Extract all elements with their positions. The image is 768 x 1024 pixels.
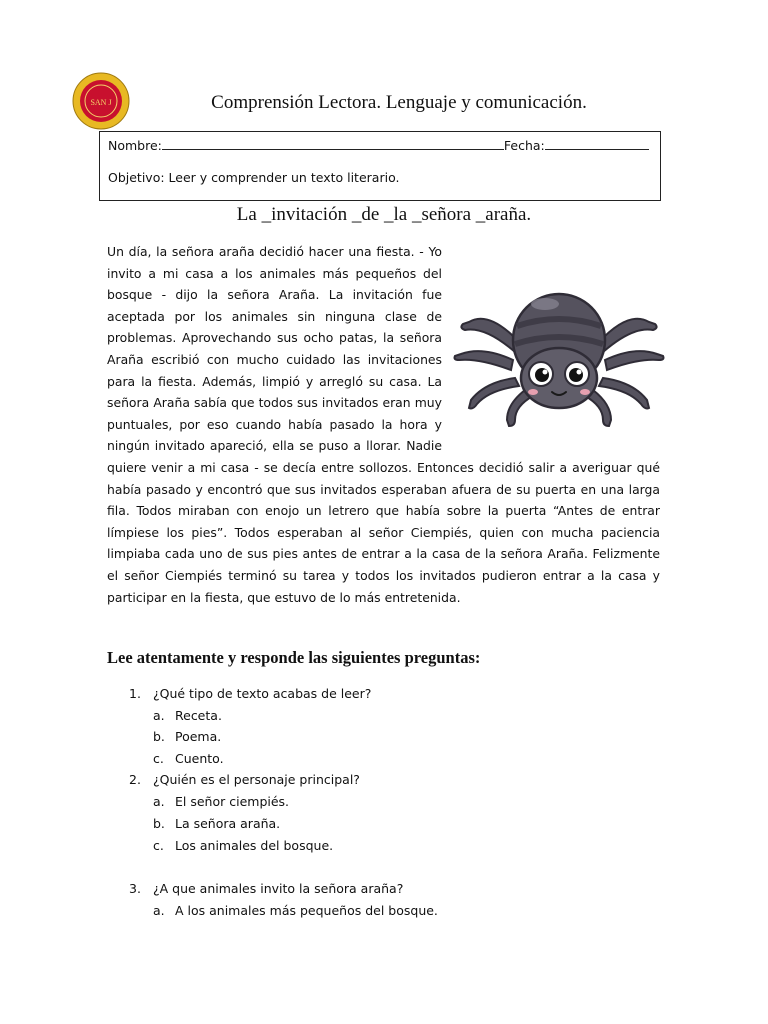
option-letter: c. [153,751,164,766]
question-text: ¿Qué tipo de texto acabas de leer? [153,686,372,701]
option-1c[interactable] [153,751,224,766]
question-text: ¿Quién es el personaje principal? [153,772,360,787]
option-letter: a. [153,794,165,809]
spider-illustration [449,282,669,430]
question-number: 1. [129,686,141,701]
objective-label: Objetivo: [108,170,165,185]
name-date-row [108,137,649,153]
question-3 [129,881,403,896]
question-number: 2. [129,772,141,787]
option-letter: a. [153,708,165,723]
option-letter: a. [153,903,165,918]
date-field[interactable] [545,137,649,150]
name-label: Nombre: [108,138,162,153]
option-letter: c. [153,838,164,853]
option-2a[interactable] [153,794,289,809]
logo-text: SAN J [90,98,112,107]
option-text: Poema. [175,729,222,744]
option-3a[interactable] [153,903,438,918]
option-text: La señora araña. [175,816,281,831]
question-number: 3. [129,881,141,896]
option-text: El señor ciempiés. [175,794,290,809]
option-1b[interactable] [153,729,221,744]
questions-heading: Lee atentamente y responde las siguientes preguntas: [107,648,481,667]
option-text: A los animales más pequeños del bosque. [175,903,438,918]
option-1a[interactable] [153,708,222,723]
option-2b[interactable] [153,816,280,831]
option-letter: b. [153,816,165,831]
name-field[interactable] [162,137,504,150]
option-letter: b. [153,729,165,744]
question-1 [129,686,371,701]
option-text: Receta. [175,708,222,723]
objective-text: Leer y comprender un texto literario. [164,170,400,185]
question-2 [129,772,360,787]
objective-row [108,170,399,185]
question-text: ¿A que animales invito la señora araña? [153,881,404,896]
student-info-box [99,131,661,201]
date-label: Fecha: [503,138,545,153]
option-text: Los animales del bosque. [175,838,334,853]
story-title: La _invitación _de _la _señora _araña. [236,204,532,225]
option-2c[interactable] [153,838,333,853]
story-text: Un día, la señora araña decidió hacer una fiesta. - Yo invito a mi casa a los animales más pequeños del bosque - dijo la señora Araña. La invitación fue aceptada por los animales sin ninguna clase de problemas. Aprovechando sus ocho patas, la señora Araña escribió con mucho cuidado las invitaciones para la fiesta. Además, limpió y arregló su casa. La señora Araña sabía que todos sus invitados eran muy puntuales, por eso cuando había pasado la hora y ningún invitado apareció, ella se puso a llorar. Nadie quiere venir a mi casa - se decía entre sollozos. Entonces decidió salir a averiguar qué había pasado y encontró que sus invitados esperaban afuera de su puerta en una larga fila. Todos miraban con enojo un letrero que había sobre la puerta “Antes de entrar límpiese los pies”. Todos esperaban al señor Ciempiés, quien con mucha paciencia limpiaba cada uno de sus pies antes de entrar a la casa de la señora Araña. Felizmente el señor Ciempiés terminó su tarea y todos los invitados pudieron entrar a la casa y participar en la fiesta, que estuvo de lo más entretenida. [107,244,660,605]
option-text: Cuento. [175,751,224,766]
page-title: Comprensión Lectora. Lenguaje y comunicación. [211,92,587,113]
